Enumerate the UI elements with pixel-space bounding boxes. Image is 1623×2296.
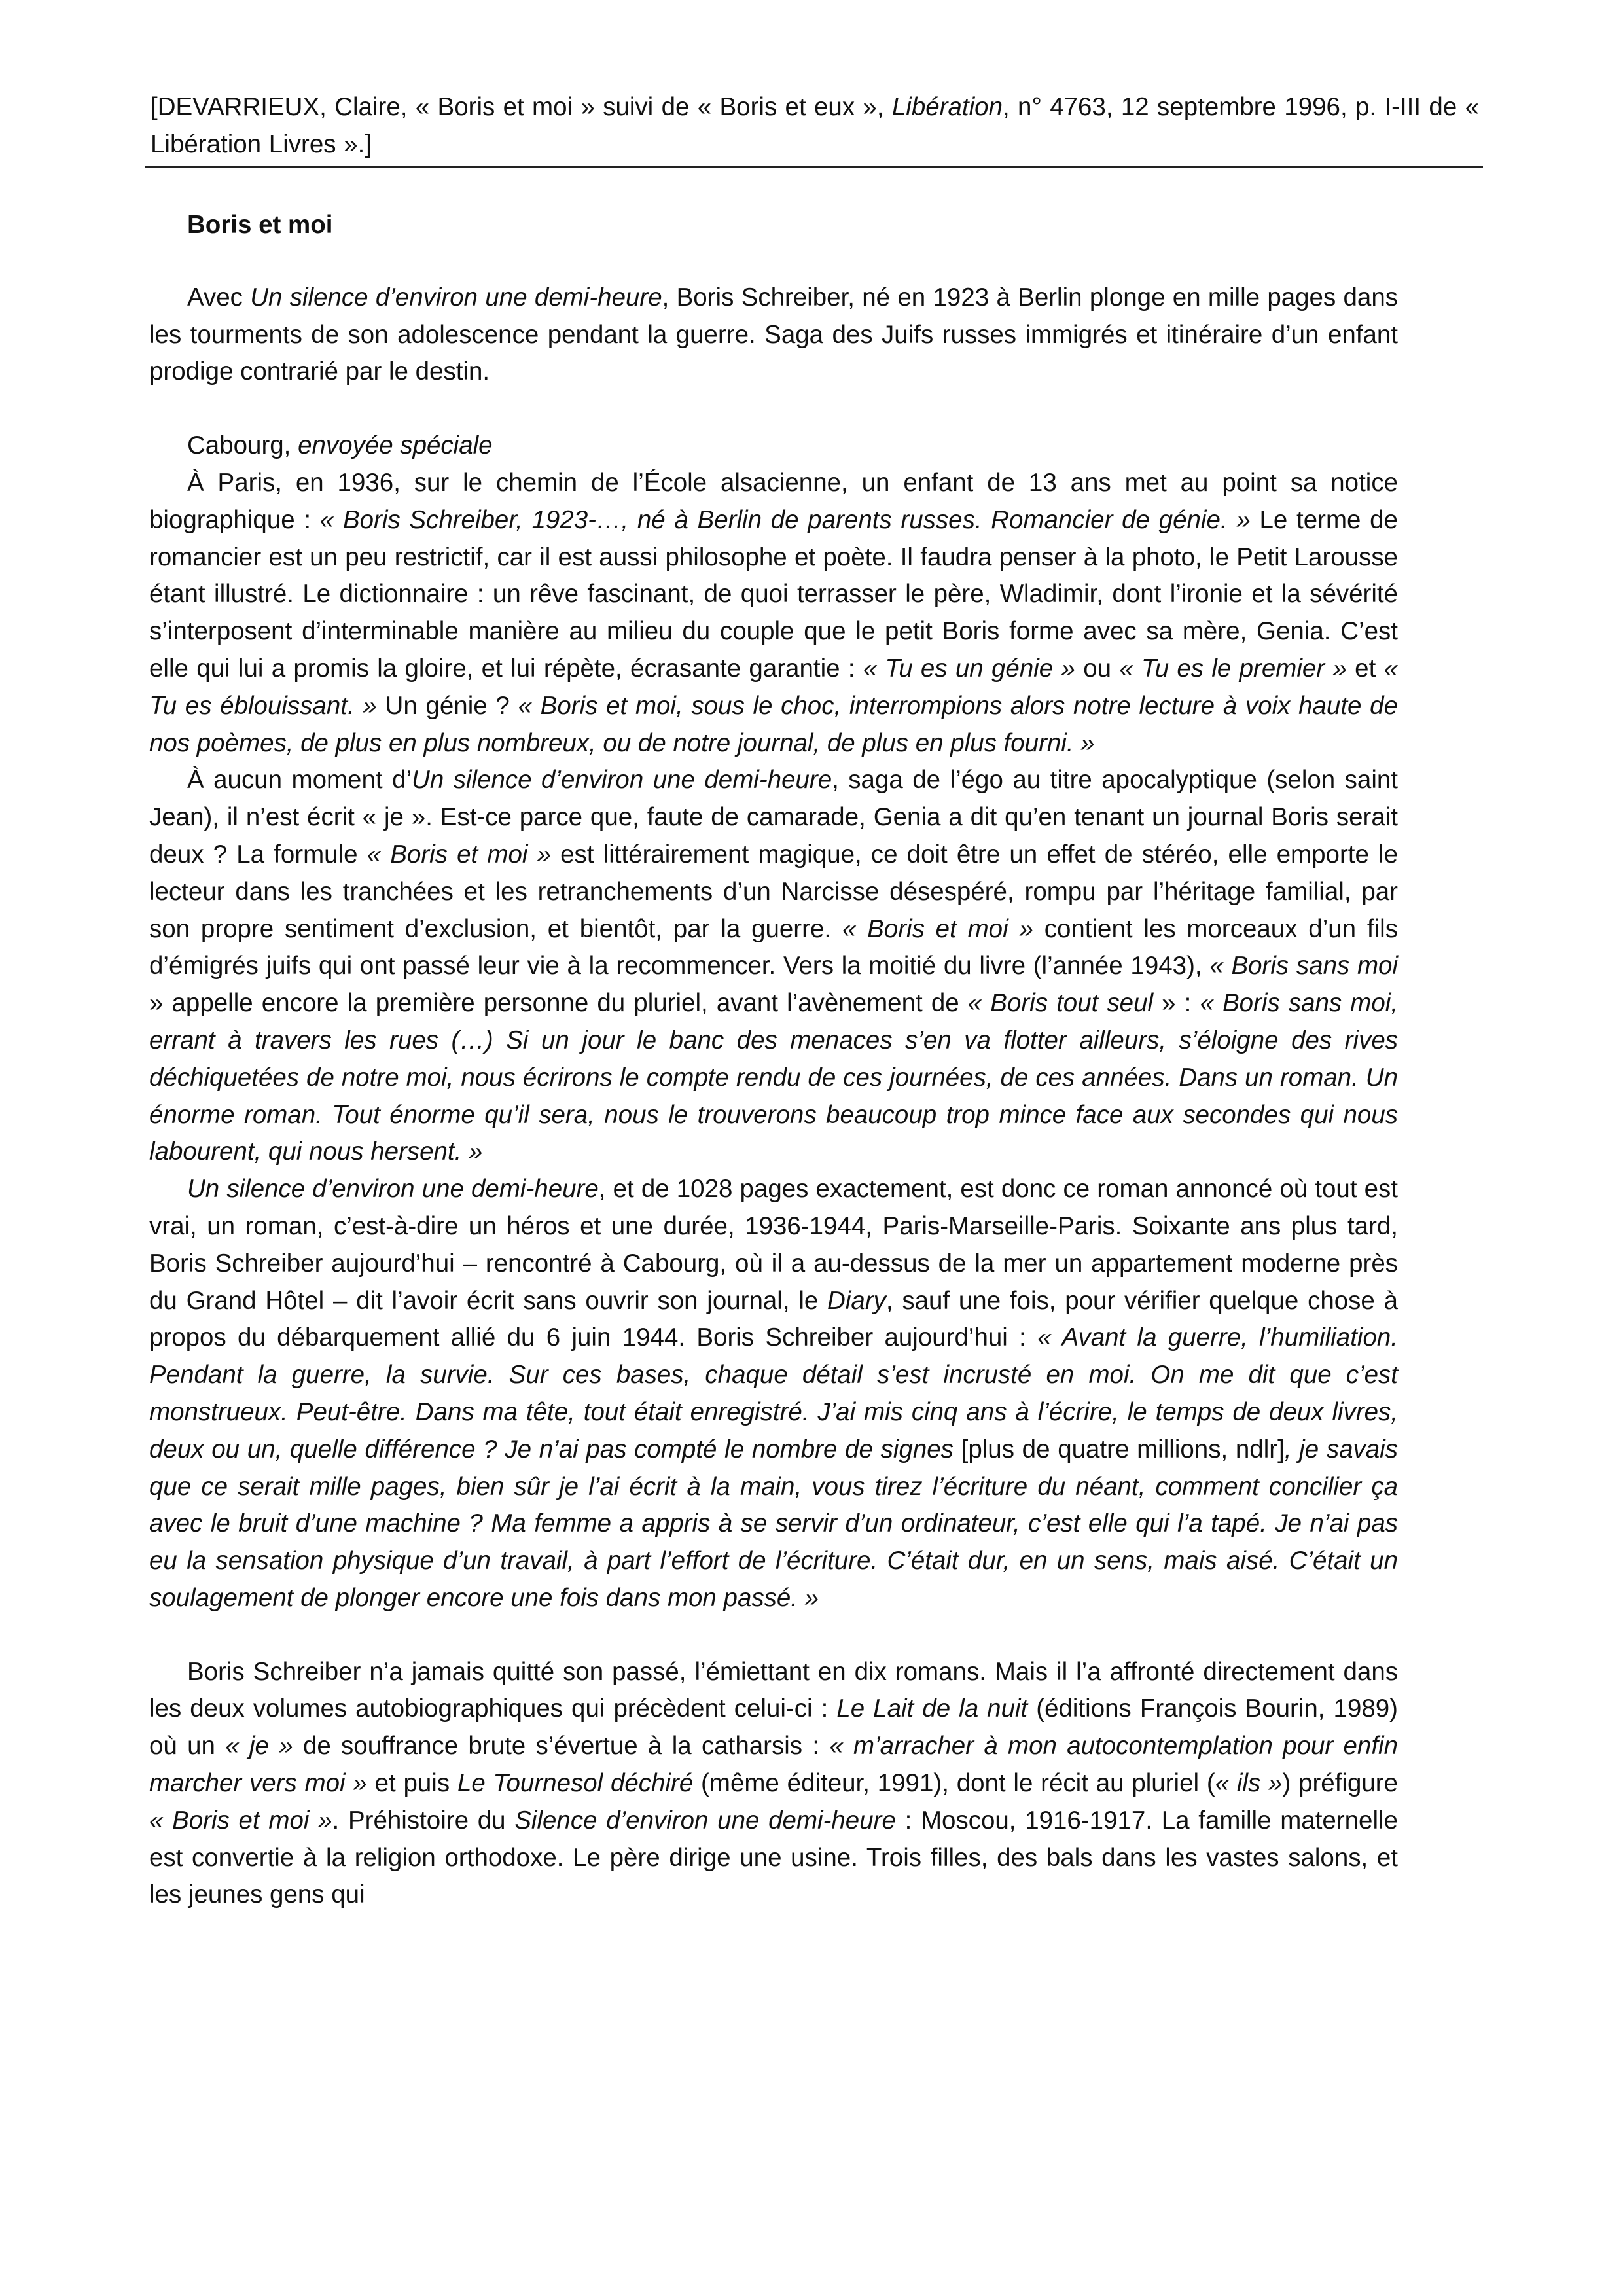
- text-run: , Boris Schreiber, né en 1923 à Berlin plonge en mille pages dans les tourments de son adolescence pendant la guerre. Saga des Juifs russes immigrés et itinéraire d’un enfant prodige contrarié par le destin.: [149, 283, 1399, 386]
- book-title: Le Lait de la nuit: [836, 1695, 1028, 1723]
- article-lead: [149, 279, 1398, 391]
- book-title: Un silence d’environ une demi-heure: [250, 283, 662, 312]
- text-run: : Moscou, 1916-1917. La famille maternelle est convertie à la religion orthodoxe. Le père dirige une usine. Trois filles, des bals dans les vastes salons, et les jeunes gens qui: [149, 1806, 1398, 1909]
- citation-journal: Libération: [891, 93, 1003, 121]
- quote: « Avant la guerre, l’humiliation. Pendant la guerre, la survie. Sur ces bases, chaque détail s’est incrusté en moi. On me dit que c’est monstrueux. Peut-être. Dans ma tête, tout était enregistré. J’ai mis cinq ans à l’écrire, le temps de deux livres, deux ou un, quelle différence ? Je n’ai pas compté le nombre de signes: [149, 1323, 1398, 1463]
- article-title: Boris et moi: [187, 211, 333, 239]
- book-title: Un silence d’environ une demi-heure: [412, 766, 832, 795]
- quote: , je savais que ce serait mille pages, bien sûr je l’ai écrit à la main, vous tirez l’écriture du néant, comment concilier ça avec le bruit d’une machine ? Ma femme a appris à se servir d’un ordinateur, c’est elle qui l’a tapé. Je n’ai pas eu la sensation physique d’un travail, à part l’effort de l’écriture. C’était dur, en un sens, mais aisé. C’était un soulagement de plonger encore une fois dans mon passé. »: [149, 1435, 1398, 1612]
- dateline: [149, 427, 1398, 465]
- text-run: contient les morceaux d’un fils d’émigrés juifs qui ont passé leur vie à la recommencer. Vers la moitié du livre (l’année 1943),: [149, 914, 1398, 980]
- text-run: (même éditeur, 1991), dont le récit au pluriel (: [693, 1769, 1215, 1798]
- quote: « Boris et moi »: [149, 1806, 332, 1835]
- text-run: À Paris, en 1936, sur le chemin de l’École alsacienne, un enfant de 13 ans met au point sa notice biographique :: [149, 468, 1398, 534]
- dateline-role: envoyée spéciale: [298, 431, 493, 460]
- text-run: Un génie ?: [376, 691, 518, 720]
- citation-header: [151, 89, 1479, 164]
- text-run: et puis: [366, 1769, 457, 1798]
- text-run: , sauf une fois, pour vérifier quelque chose à propos du débarquement allié du 6 juin 1944. Boris Schreiber aujourd’hui :: [149, 1286, 1398, 1352]
- paragraph: [149, 465, 1398, 762]
- quote: « m’arracher à mon autocontemplation pour enfin marcher vers moi »: [149, 1732, 1398, 1798]
- article-body: [149, 207, 1398, 1914]
- text-run: » :: [1153, 989, 1200, 1018]
- text-run: et: [1346, 654, 1384, 683]
- text-run: est littérairement magique, ce doit être un effet de stéréo, elle emporte le lecteur dans les tranchées et les retranchements d’un Narcisse désespéré, rompu par l’héritage familial, par son propre sentiment d’exclusion, et bientôt, par la guerre.: [149, 840, 1398, 943]
- text-run: (éditions François Bourin, 1989) où un: [149, 1695, 1398, 1761]
- citation-text: , n° 4763, 12 septembre 1996, p. I-III de « Libération Livres ».]: [151, 93, 1479, 158]
- quote: « Tu es le premier »: [1119, 654, 1347, 683]
- book-title: Le Tournesol déchiré: [457, 1769, 694, 1798]
- quote: « Boris tout seul: [967, 989, 1154, 1018]
- text-run: Boris Schreiber n’a jamais quitté son passé, l’émiettant en dix romans. Mais il l’a affronté directement dans les deux volumes autobiographiques qui précèdent celui-ci :: [149, 1657, 1398, 1723]
- editor-note: [plus de quatre millions, ndlr]: [953, 1435, 1285, 1463]
- quote: « Boris Schreiber, 1923-…, né à Berlin de parents russes. Romancier de génie. »: [319, 505, 1251, 534]
- paragraph: [149, 1171, 1398, 1617]
- text-run: ) préfigure: [1282, 1769, 1399, 1798]
- dateline-place: Cabourg,: [187, 431, 298, 460]
- text-run: » appelle encore la première personne du pluriel, avant l’avènement de: [149, 989, 968, 1018]
- quote: « Boris et moi »: [366, 840, 551, 869]
- text-run: Le terme de romancier est un peu restrictif, car il est aussi philosophe et poète. Il faudra penser à la photo, le Petit Larousse étant illustré. Le dictionnaire : un rêve fascinant, de quoi terrasser le père, Wladimir, dont l’ironie et la sévérité s’interposent d’interminable manière au milieu du couple que le petit Boris forme avec sa mère, Genia. C’est elle qui lui a promis la gloire, et lui répète, écrasante garantie :: [149, 505, 1398, 683]
- text-run: . Préhistoire du: [332, 1806, 515, 1835]
- paragraph: [149, 762, 1398, 1171]
- header-divider: [145, 166, 1483, 168]
- quote: « je »: [225, 1732, 293, 1761]
- book-title: Silence d’environ une demi-heure: [514, 1806, 896, 1835]
- quote: « Boris et moi »: [842, 914, 1033, 943]
- quote: « ils »: [1215, 1769, 1283, 1798]
- paragraph: [149, 1654, 1398, 1914]
- book-title: Diary: [827, 1286, 886, 1315]
- quote: « Boris sans moi: [1209, 952, 1398, 980]
- quote: « Boris sans moi, errant à travers les rues (…) Si un jour le banc des menaces s’en va flotter ailleurs, s’éloigne des rives déchiquetées de notre moi, nous écrirons le compte rendu de ces journées, de ces années. Dans un roman. Un énorme roman. Tout énorme qu’il sera, nous le trouverons beaucoup trop mince face aux secondes qui nous labourent, qui nous hersent. »: [149, 989, 1398, 1166]
- text-run: , et de 1028 pages exactement, est donc ce roman annoncé où tout est vrai, un roman, c’est-à-dire un héros et une durée, 1936-1944, Paris-Marseille-Paris. Soixante ans plus tard, Boris Schreiber aujourd’hui – rencontré à Cabourg, où il a au-dessus de la mer un appartement moderne près du Grand Hôtel – dit l’avoir écrit sans ouvrir son journal, le: [149, 1175, 1398, 1315]
- quote: « Boris et moi, sous le choc, interrompions alors notre lecture à voix haute de nos poèmes, de plus en plus nombreux, ou de notre journal, de plus en plus fourni. »: [149, 691, 1398, 757]
- quote: « Tu es un génie »: [863, 654, 1075, 683]
- text-run: Avec: [187, 283, 251, 312]
- citation-text: [DEVARRIEUX, Claire, « Boris et moi » suivi de « Boris et eux »,: [151, 93, 892, 121]
- text-run: , saga de l’égo au titre apocalyptique (selon saint Jean), il n’est écrit « je ». Est-ce parce que, faute de camarade, Genia a dit qu’en tenant un journal Boris serait deux ? La formule: [149, 766, 1398, 869]
- text-run: ou: [1075, 654, 1120, 683]
- book-title: Un silence d’environ une demi-heure: [187, 1175, 599, 1204]
- quote: « Tu es éblouissant. »: [149, 654, 1398, 720]
- text-run: de souffrance brute s’évertue à la catharsis :: [293, 1732, 830, 1761]
- text-run: À aucun moment d’: [187, 766, 412, 795]
